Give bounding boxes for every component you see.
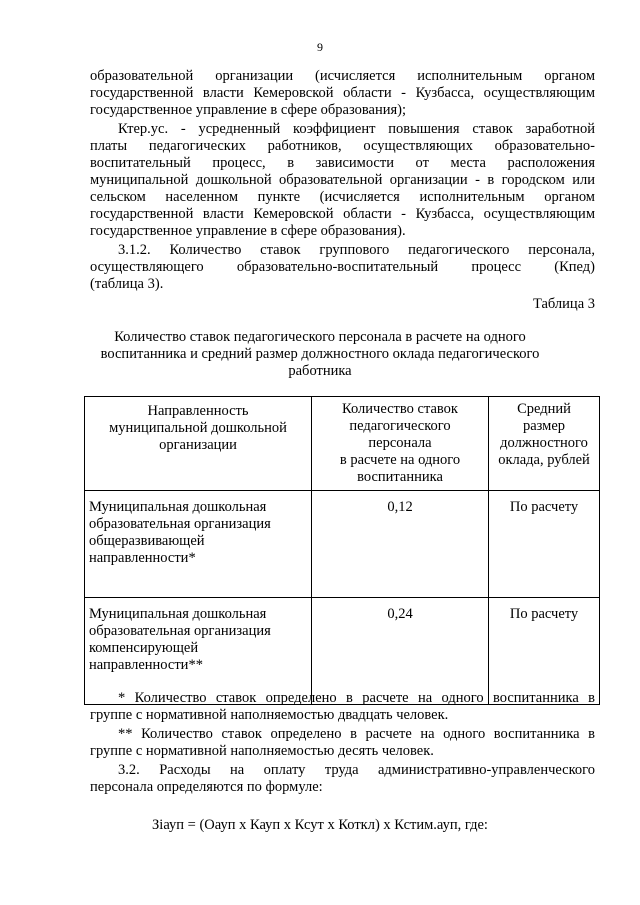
- table-row: [85, 598, 600, 705]
- text-line: государственной власти Кемеровской области - Кузбасса, осуществляющим: [90, 85, 595, 101]
- text-line: государственной власти Кемеровской области - Кузбасса, осуществляющим: [90, 206, 595, 222]
- footnote-line: * Количество ставок определено в расчете на одного воспитанника в: [118, 690, 595, 706]
- header-cell-orientation: Направленность муниципальной дошкольной организации: [85, 397, 312, 491]
- org-type-cell: Муниципальная дошкольная образовательная организация общеразвивающей направленности*: [85, 491, 312, 598]
- table-row: [85, 491, 600, 598]
- text-line: 3.2. Расходы на оплату труда административно-управленческого: [118, 762, 595, 778]
- text-line: воспитательный процесс, в зависимости от места расположения: [90, 155, 595, 171]
- rates-table: [84, 396, 600, 705]
- formula: Зiауп = (Оауп х Кауп х Ксут х Коткл) х Кстим.ауп, где:: [152, 817, 488, 833]
- text-line: осуществляющего образовательно-воспитательный процесс (Кпед): [90, 259, 595, 275]
- header-cell-salary: Средний размер должностного оклада, рублей: [489, 397, 600, 491]
- table-title-line: воспитанника и средний размер должностного оклада педагогического: [100, 346, 540, 362]
- rate-cell: 0,24: [312, 598, 489, 705]
- text-line: государственное управление в сфере образования);: [90, 102, 406, 118]
- table-title-line: Количество ставок педагогического персонала в расчете на одного: [114, 329, 526, 345]
- table-title-line: работника: [288, 363, 352, 379]
- text-line: Ктер.ус. - усредненный коэффициент повышения ставок заработной: [118, 121, 595, 137]
- text-line: сельском населенном пункте (исчисляется исполнительным органом: [90, 189, 595, 205]
- text-line: муниципальной дошкольной образовательной организации - в городском или: [90, 172, 595, 188]
- table-label: Таблица 3: [532, 296, 595, 312]
- text-line: государственное управление в сфере образования).: [90, 223, 406, 239]
- footnote-line: группе с нормативной наполняемостью двадцать человек.: [90, 707, 449, 723]
- header-cell-rates: Количество ставок педагогического персонала в расчете на одного воспитанника: [312, 397, 489, 491]
- page-number: 9: [317, 40, 323, 54]
- text-line: 3.1.2. Количество ставок группового педагогического персонала,: [118, 242, 595, 258]
- rate-cell: 0,12: [312, 491, 489, 598]
- text-line: (таблица 3).: [90, 276, 164, 292]
- footnote-line: ** Количество ставок определено в расчете на одного воспитанника в: [118, 726, 595, 742]
- text-line: персонала определяются по формуле:: [90, 779, 323, 795]
- text-line: образовательной организации (исчисляется исполнительным органом: [90, 68, 595, 84]
- org-type-cell: Муниципальная дошкольная образовательная организация компенсирующей направленности**: [85, 598, 312, 705]
- salary-cell: По расчету: [489, 598, 600, 705]
- footnote-line: группе с нормативной наполняемостью десять человек.: [90, 743, 434, 759]
- salary-cell: По расчету: [489, 491, 600, 598]
- table-header-row: [85, 397, 600, 491]
- text-line: платы педагогических работников, осуществляющих образовательно-: [90, 138, 595, 154]
